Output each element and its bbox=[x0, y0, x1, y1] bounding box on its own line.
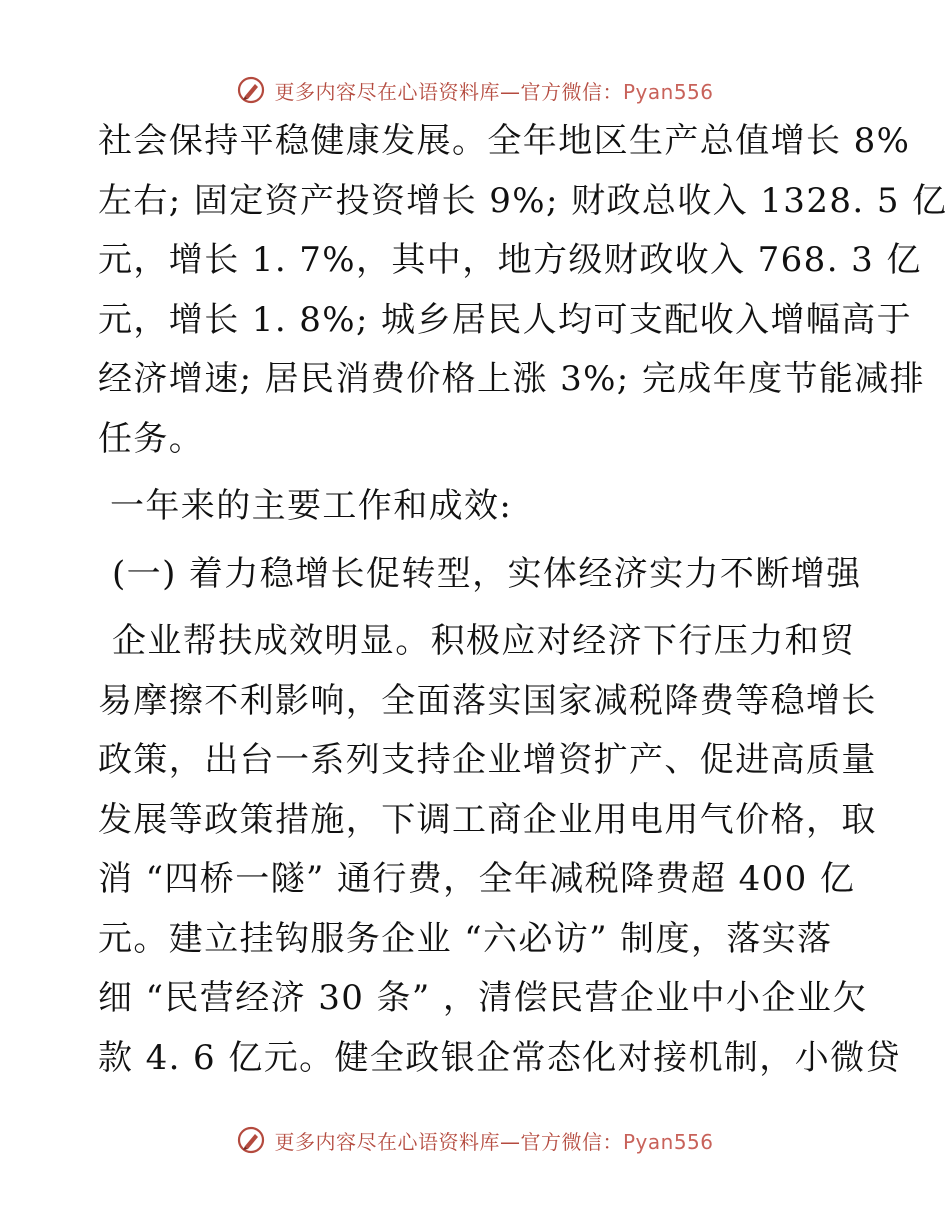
text-line: 社会保持平稳健康发展。全年地区生产总值增长 8% bbox=[98, 121, 911, 161]
pen-logo-icon bbox=[236, 75, 266, 105]
text-line: 款 4. 6 亿元。健全政银企常态化对接机制，小微贷 bbox=[98, 1037, 901, 1078]
text-line: 发展等政策措施，下调工商企业用电用气价格，取 bbox=[98, 799, 877, 840]
paragraph-economy-summary bbox=[98, 112, 948, 469]
text-line: 左右; 固定资产投资增长 9%; 财政总收入 1328. 5 亿 bbox=[98, 180, 948, 221]
text-line: 政策，出台一系列支持企业增资扩产、促进高质量 bbox=[98, 740, 877, 780]
text-line: 细 “民营经济 30 条” ，清偿民营企业中小企业欠 bbox=[98, 978, 868, 1018]
text-line: 任务。 bbox=[98, 418, 205, 459]
text-line: 元，增长 1. 8%; 城乡居民人均可支配收入增幅高于 bbox=[98, 299, 913, 340]
paragraph-enterprise-support bbox=[98, 612, 901, 1088]
text-line: 经济增速; 居民消费价格上涨 3%; 完成年度节能减排 bbox=[98, 359, 926, 399]
text-line: 元。建立挂钩服务企业 “六必访” 制度，落实落 bbox=[98, 918, 833, 959]
watermark-text: 更多内容尽在心语资料库—官方微信：Pyan556 bbox=[274, 79, 714, 104]
section-heading: 一年来的主要工作和成效: bbox=[110, 486, 513, 526]
subsection-heading: (一) 着力稳增长促转型，实体经济实力不断增强 bbox=[112, 553, 862, 594]
text-line: 元，增长 1. 7%，其中，地方级财政收入 768. 3 亿 bbox=[98, 240, 922, 280]
text-line: 企业帮扶成效明显。积极应对经济下行压力和贸 bbox=[112, 621, 856, 661]
text-line: 消 “四桥一隧” 通行费，全年减税降费超 400 亿 bbox=[98, 859, 856, 899]
watermark-footer bbox=[0, 1120, 950, 1160]
watermark-header bbox=[0, 70, 950, 110]
text-line: 易摩擦不利影响，全面落实国家减税降费等稳增长 bbox=[98, 680, 877, 721]
pen-logo-icon bbox=[236, 1125, 266, 1155]
document-body bbox=[98, 112, 948, 1088]
watermark-text: 更多内容尽在心语资料库—官方微信：Pyan556 bbox=[274, 1129, 714, 1154]
